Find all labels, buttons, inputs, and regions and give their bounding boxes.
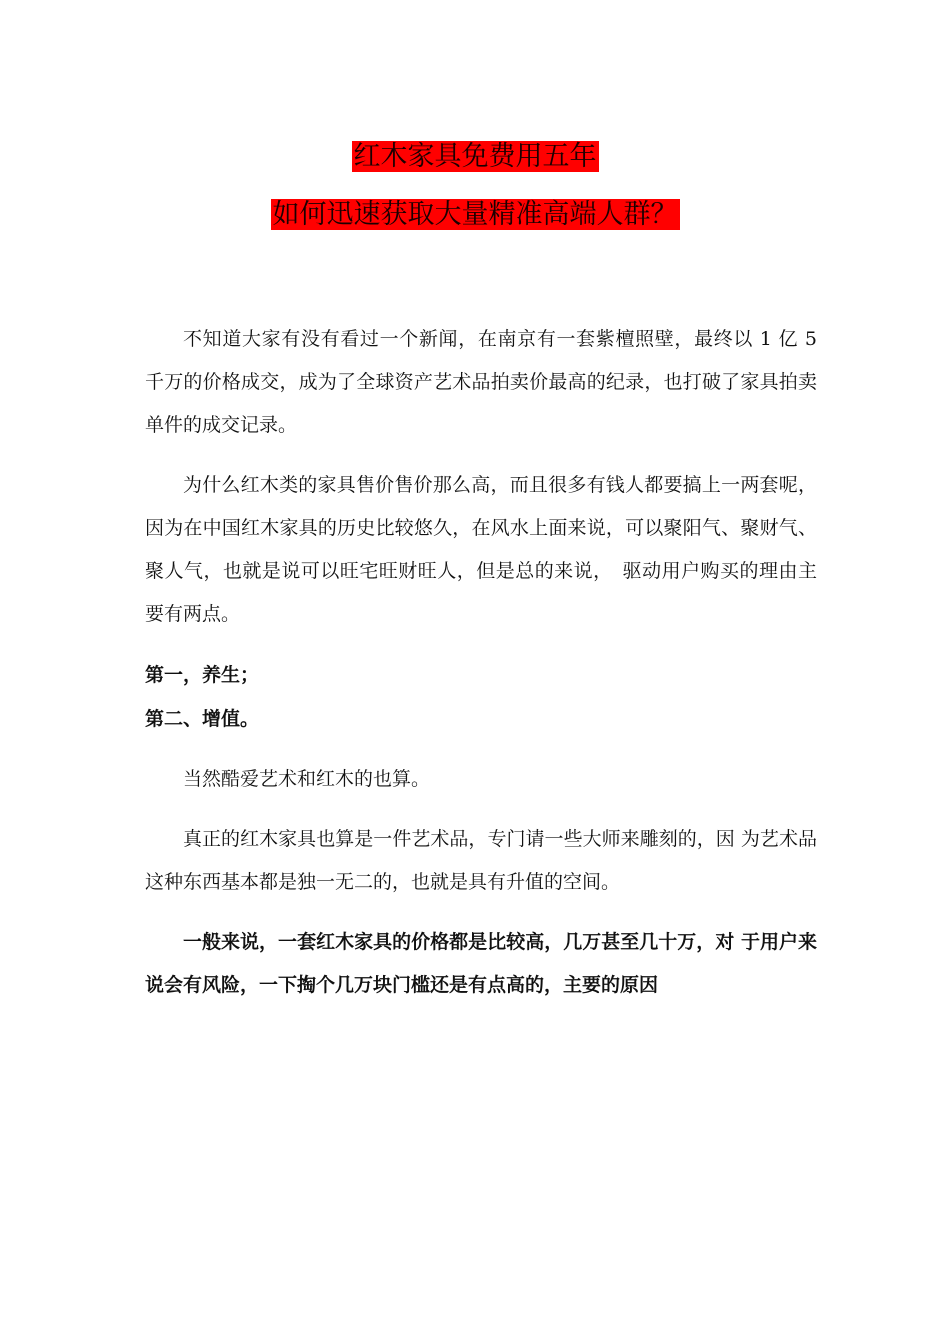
- title-text-1: 红木家具免费用五年: [353, 141, 597, 172]
- paragraph-news: 不知道大家有没有看过一个新闻，在南京有一套紫檀照壁，最终以 1 亿 5 千万的价格成交，成为了全球资产艺术品拍卖价最高的纪录，也打破了家具拍卖单件的成交记录。: [145, 328, 817, 436]
- paragraph-price: 一般来说，一套红木家具的价格都是比较高，几万甚至几十万，对 于用户来说会有风险，一下掏个几万块门槛还是有点高的，主要的原因: [145, 931, 817, 996]
- title-line-1: [352, 138, 599, 175]
- document-title: [0, 138, 950, 254]
- reason-item-2: 第二、增值。: [145, 708, 260, 730]
- reason-item-1: 第一，养生；: [145, 664, 260, 686]
- title-line-2: [271, 196, 680, 233]
- paragraph-art: 当然酷爱艺术和红木的也算。: [183, 768, 431, 790]
- document-body: [145, 318, 817, 1024]
- paragraph-reasons: 为什么红木类的家具售价售价那么高，而且很多有钱人都要搞上一两套呢，因为在中国红木家具的历史比较悠久，在风水上面来说，可以聚阳气、聚财气、聚人气，也就是说可以旺宅旺财旺人，但是总的来说， 驱动用户购买的理由主要有两点。: [145, 474, 817, 625]
- paragraph-artwork: 真正的红木家具也算是一件艺术品，专门请一些大师来雕刻的，因 为艺术品这种东西基本都是独一无二的，也就是具有升值的空间。: [145, 828, 817, 893]
- title-text-2: 如何迅速获取大量精准高端人群？: [272, 199, 678, 230]
- reason-list: [145, 653, 817, 741]
